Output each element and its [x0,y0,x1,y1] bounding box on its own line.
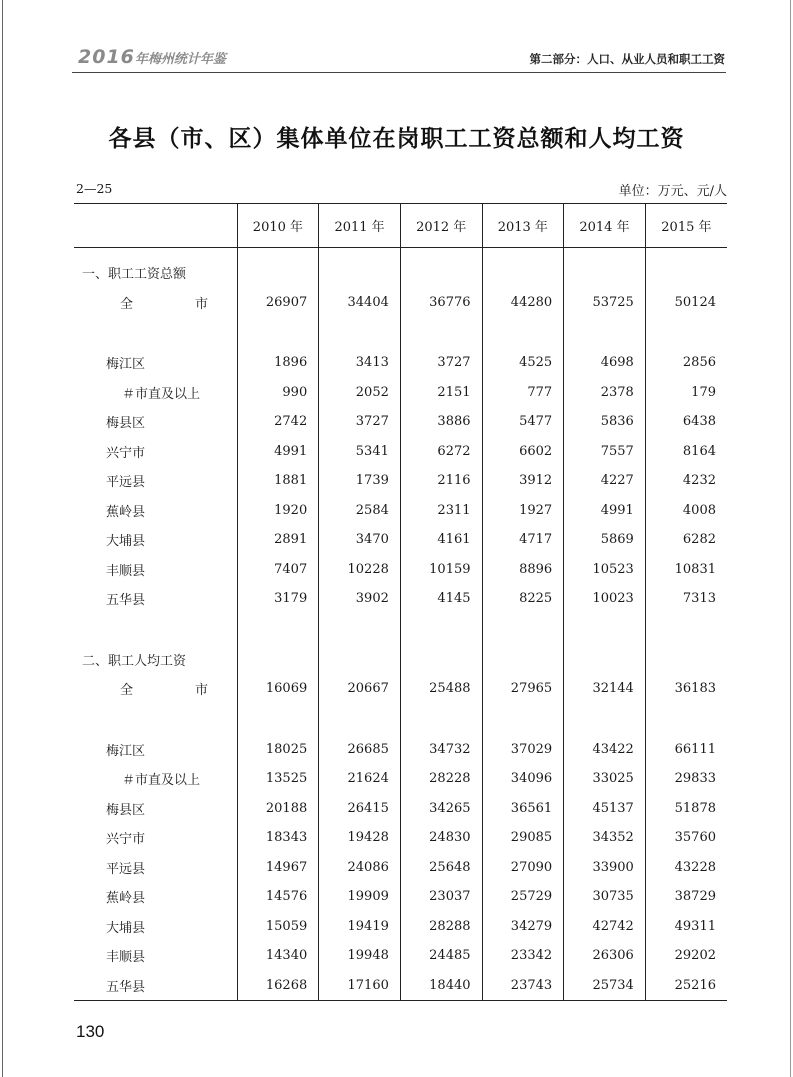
value-cell: 38729 [645,882,727,912]
table-row [74,882,727,912]
section-header: 第二部分：人口、从业人员和职工工资 [529,52,725,66]
value-cell: 18343 [237,823,319,853]
value-cell: 6282 [645,525,727,555]
value-cell: 19428 [319,823,401,853]
value-cell: 4991 [564,496,646,526]
empty-cell [645,614,727,645]
empty-cell [645,248,727,288]
value-cell: 7407 [237,555,319,585]
wage-table-container [74,203,727,1001]
value-cell: 3413 [319,348,401,378]
row-label: 丰顺县 [106,950,146,966]
value-cell: 34404 [319,288,401,318]
value-cell: 25488 [400,674,482,704]
section-row [74,645,727,675]
empty-cell [237,614,319,645]
row-label: 蕉岭县 [106,891,146,907]
wage-table [74,203,727,1001]
value-cell: 43228 [645,853,727,883]
total-label-a: 全 [120,683,134,699]
empty-cell [319,704,401,735]
value-cell: 53725 [564,288,646,318]
value-cell: 2856 [645,348,727,378]
value-cell: 36561 [482,794,564,824]
empty-cell [400,248,482,288]
value-cell: 33025 [564,764,646,794]
value-cell: 3470 [319,525,401,555]
row-label: 梅江区 [106,357,146,373]
value-cell: 7313 [645,584,727,614]
empty-cell [482,248,564,288]
value-cell: 45137 [564,794,646,824]
page-number: 130 [76,1022,105,1041]
value-cell: 5869 [564,525,646,555]
column-header: 2015 年 [645,204,727,248]
row-label: 五华县 [74,971,237,1001]
row-label: 五华县 [106,593,146,609]
table-row [74,853,727,883]
value-cell: 34352 [564,823,646,853]
value-cell: 17160 [319,971,401,1001]
value-cell: 20667 [319,674,401,704]
value-cell: 16069 [237,674,319,704]
value-cell: 24830 [400,823,482,853]
value-cell: 23743 [482,971,564,1001]
empty-cell [482,645,564,675]
total-row [74,288,727,318]
empty-cell [400,614,482,645]
row-label: 丰顺县 [106,563,146,579]
page-border-right [790,0,791,1077]
value-cell: 25216 [645,971,727,1001]
value-cell: 19909 [319,882,401,912]
column-header: 2014 年 [564,204,646,248]
yearbook-logo [78,46,226,68]
header-divider [72,72,726,73]
value-cell: 7557 [564,437,646,467]
value-cell: 14340 [237,941,319,971]
empty-cell [74,317,237,348]
value-cell: 26415 [319,794,401,824]
value-cell: 27965 [482,674,564,704]
table-number: 2—25 [76,181,113,196]
value-cell: 990 [237,378,319,408]
total-row [74,674,727,704]
value-cell: 5836 [564,407,646,437]
unit-label: 单位：万元、元/人 [618,184,727,199]
empty-cell [564,317,646,348]
value-cell: 1927 [482,496,564,526]
value-cell: 43422 [564,735,646,765]
empty-cell [74,704,237,735]
empty-cell [237,645,319,675]
value-cell: 24485 [400,941,482,971]
value-cell: 15059 [237,912,319,942]
empty-cell [645,704,727,735]
page-title: 各县（市、区）集体单位在岗职工工资总额和人均工资 [108,125,685,152]
value-cell: 179 [645,378,727,408]
empty-cell [564,645,646,675]
value-cell: 4161 [400,525,482,555]
table-row [74,971,727,1001]
value-cell: 3727 [319,407,401,437]
value-cell: 34279 [482,912,564,942]
value-cell: 8164 [645,437,727,467]
value-cell: 10831 [645,555,727,585]
value-cell: 32144 [564,674,646,704]
row-label: ＃市直及以上 [122,773,201,789]
value-cell: 21624 [319,764,401,794]
empty-cell [237,248,319,288]
value-cell: 25648 [400,853,482,883]
table-row [74,764,727,794]
section-row [74,248,727,288]
value-cell: 33900 [564,853,646,883]
value-cell: 5341 [319,437,401,467]
total-label [74,674,237,704]
column-header: 2010 年 [237,204,319,248]
empty-cell [319,614,401,645]
value-cell: 29085 [482,823,564,853]
row-label: 蕉岭县 [106,504,146,520]
value-cell: 10159 [400,555,482,585]
value-cell: 10523 [564,555,646,585]
value-cell: 2378 [564,378,646,408]
value-cell: 2891 [237,525,319,555]
row-label: 梅县区 [106,416,146,432]
value-cell: 2116 [400,466,482,496]
table-row [74,584,727,614]
total-label-b: 市 [195,683,209,699]
value-cell: 26685 [319,735,401,765]
value-cell: 24086 [319,853,401,883]
value-cell: 28288 [400,912,482,942]
table-row [74,525,727,555]
value-cell: 36776 [400,288,482,318]
value-cell: 44280 [482,288,564,318]
empty-cell [400,645,482,675]
table-row [74,466,727,496]
table-row [74,496,727,526]
total-label-a: 全 [120,296,134,312]
value-cell: 4232 [645,466,727,496]
empty-cell [482,614,564,645]
table-row [74,735,727,765]
row-label: 梅江区 [106,743,146,759]
value-cell: 34265 [400,794,482,824]
value-cell: 26907 [237,288,319,318]
empty-cell [319,317,401,348]
value-cell: 777 [482,378,564,408]
value-cell: 4227 [564,466,646,496]
empty-cell [319,645,401,675]
table-row [74,437,727,467]
table-row [74,378,727,408]
table-row [74,912,727,942]
value-cell: 34096 [482,764,564,794]
empty-cell [564,704,646,735]
value-cell: 42742 [564,912,646,942]
table-row [74,407,727,437]
value-cell: 6438 [645,407,727,437]
value-cell: 18025 [237,735,319,765]
column-header: 2011 年 [319,204,401,248]
value-cell: 23342 [482,941,564,971]
value-cell: 30735 [564,882,646,912]
value-cell: 28228 [400,764,482,794]
header-blank [74,204,237,248]
row-label: 兴宁市 [106,445,146,461]
value-cell: 23037 [400,882,482,912]
value-cell: 19948 [319,941,401,971]
value-cell: 2151 [400,378,482,408]
empty-cell [564,248,646,288]
value-cell: 25734 [564,971,646,1001]
value-cell: 3886 [400,407,482,437]
value-cell: 3179 [237,584,319,614]
empty-cell [564,614,646,645]
value-cell: 3902 [319,584,401,614]
spacer-row [74,614,727,645]
value-cell: 3912 [482,466,564,496]
yearbook-year: 2016 [78,46,135,68]
value-cell: 26306 [564,941,646,971]
value-cell: 1881 [237,466,319,496]
value-cell: 18440 [400,971,482,1001]
empty-cell [74,614,237,645]
value-cell: 19419 [319,912,401,942]
value-cell: 34732 [400,735,482,765]
table-body [74,248,727,1001]
value-cell: 14967 [237,853,319,883]
row-label: 梅县区 [106,802,146,818]
value-cell: 13525 [237,764,319,794]
table-header-row [74,204,727,248]
section-label: 一、职工工资总额 [82,267,187,283]
value-cell: 8896 [482,555,564,585]
spacer-row [74,704,727,735]
value-cell: 20188 [237,794,319,824]
table-row [74,941,727,971]
column-header: 2013 年 [482,204,564,248]
value-cell: 50124 [645,288,727,318]
value-cell: 6602 [482,437,564,467]
value-cell: 2742 [237,407,319,437]
row-label: 大埔县 [106,534,146,550]
empty-cell [237,317,319,348]
value-cell: 10228 [319,555,401,585]
value-cell: 1920 [237,496,319,526]
empty-cell [319,248,401,288]
value-cell: 51878 [645,794,727,824]
value-cell: 37029 [482,735,564,765]
page-border-left [2,0,3,1077]
table-row [74,348,727,378]
section-label: 二、职工人均工资 [82,653,187,669]
value-cell: 4991 [237,437,319,467]
value-cell: 6272 [400,437,482,467]
value-cell: 3727 [400,348,482,378]
value-cell: 4698 [564,348,646,378]
value-cell: 4008 [645,496,727,526]
row-label: ＃市直及以上 [122,386,201,402]
table-row [74,823,727,853]
value-cell: 8225 [482,584,564,614]
empty-cell [400,704,482,735]
value-cell: 5477 [482,407,564,437]
empty-cell [645,645,727,675]
empty-cell [237,704,319,735]
row-label: 平远县 [106,861,146,877]
empty-cell [482,317,564,348]
table-row [74,794,727,824]
value-cell: 2584 [319,496,401,526]
value-cell: 4717 [482,525,564,555]
row-label: 兴宁市 [106,832,146,848]
empty-cell [400,317,482,348]
value-cell: 1739 [319,466,401,496]
value-cell: 10023 [564,584,646,614]
column-header: 2012 年 [400,204,482,248]
value-cell: 14576 [237,882,319,912]
value-cell: 49311 [645,912,727,942]
value-cell: 35760 [645,823,727,853]
value-cell: 27090 [482,853,564,883]
total-label-b: 市 [195,296,209,312]
row-label: 平远县 [106,475,146,491]
value-cell: 4525 [482,348,564,378]
value-cell: 29833 [645,764,727,794]
value-cell: 4145 [400,584,482,614]
spacer-row [74,317,727,348]
value-cell: 1896 [237,348,319,378]
value-cell: 36183 [645,674,727,704]
yearbook-name: 年梅州统计年鉴 [134,52,226,67]
total-label [74,288,237,318]
empty-cell [482,704,564,735]
value-cell: 16268 [237,971,319,1001]
table-row [74,555,727,585]
row-label: 大埔县 [106,920,146,936]
empty-cell [645,317,727,348]
value-cell: 2052 [319,378,401,408]
value-cell: 2311 [400,496,482,526]
value-cell: 25729 [482,882,564,912]
value-cell: 29202 [645,941,727,971]
value-cell: 66111 [645,735,727,765]
